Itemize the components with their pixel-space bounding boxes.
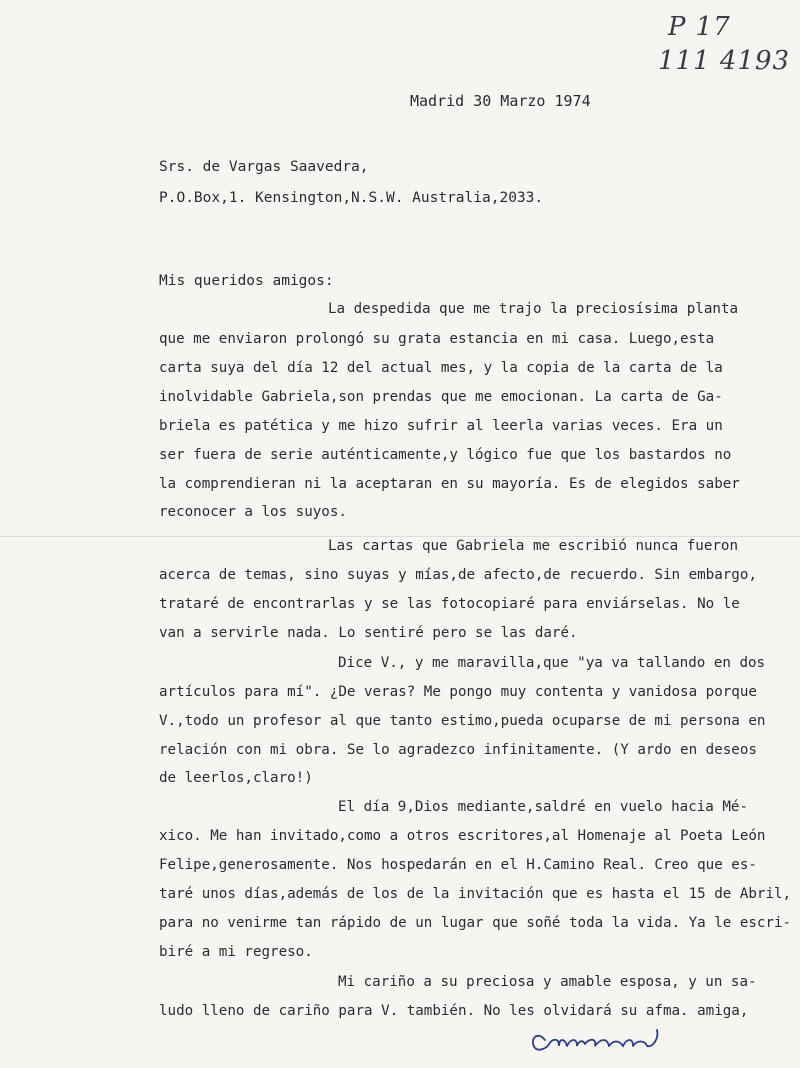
body-line: van a servirle nada. Lo sentiré pero se las daré. [159, 625, 578, 641]
body-line: taré unos días,además de los de la invitación que es hasta el 15 de Abril, [159, 886, 792, 902]
body-line: que me enviaron prolongó su grata estancia en mi casa. Luego,esta [159, 331, 715, 347]
archive-number-top: P 17 [668, 12, 731, 42]
body-line: Las cartas que Gabriela me escribió nunca fueron [328, 538, 738, 554]
body-line: trataré de encontrarlas y se las fotocopiaré para enviárselas. No le [159, 596, 740, 612]
recipient-address: P.O.Box,1. Kensington,N.S.W. Australia,2033. [159, 190, 544, 206]
body-line: ser fuera de serie auténticamente,y lógico fue que los bastardos no [159, 447, 732, 463]
signature [527, 1018, 667, 1058]
body-line: carta suya del día 12 del actual mes, y la copia de la carta de la [159, 360, 723, 376]
body-line: El día 9,Dios mediante,saldré en vuelo hacia Mé- [338, 799, 748, 815]
body-line: acerca de temas, sino suyas y mías,de afecto,de recuerdo. Sin embargo, [159, 567, 757, 583]
body-line: inolvidable Gabriela,son prendas que me emocionan. La carta de Ga- [159, 389, 723, 405]
body-line: Mi cariño a su preciosa y amable esposa, y un sa- [338, 974, 757, 990]
body-line: Dice V., y me maravilla,que "ya va tallando en dos [338, 655, 766, 671]
body-line: para no venirme tan rápido de un lugar que soñé toda la vida. Ya le escri- [159, 915, 792, 931]
body-line: de leerlos,claro!) [159, 770, 313, 786]
body-line: xico. Me han invitado,como a otros escritores,al Homenaje al Poeta León [159, 828, 766, 844]
body-line: artículos para mí". ¿De veras? Me pongo muy contenta y vanidosa porque [159, 684, 757, 700]
body-line: Felipe,generosamente. Nos hospedarán en el H.Camino Real. Creo que es- [159, 857, 757, 873]
body-line: biré a mi regreso. [159, 944, 313, 960]
archive-number-bottom: 111 4193 [658, 46, 791, 76]
body-line: relación con mi obra. Se lo agradezco infinitamente. (Y ardo en deseos [159, 742, 757, 758]
salutation: Mis queridos amigos: [159, 273, 334, 289]
recipient-name: Srs. de Vargas Saavedra, [159, 159, 369, 175]
body-line: La despedida que me trajo la preciosísima planta [328, 301, 738, 317]
body-line: la comprendieran ni la aceptaran en su mayoría. Es de elegidos saber [159, 476, 740, 492]
paper-fold-line [0, 536, 800, 537]
body-line: ludo lleno de cariño para V. también. No les olvidará su afma. amiga, [159, 1003, 749, 1019]
body-line: briela es patética y me hizo sufrir al leerla varias veces. Era un [159, 418, 723, 434]
body-line: V.,todo un profesor al que tanto estimo,pueda ocuparse de mi persona en [159, 713, 766, 729]
letter-date: Madrid 30 Marzo 1974 [410, 92, 591, 110]
body-line: reconocer a los suyos. [159, 504, 347, 520]
